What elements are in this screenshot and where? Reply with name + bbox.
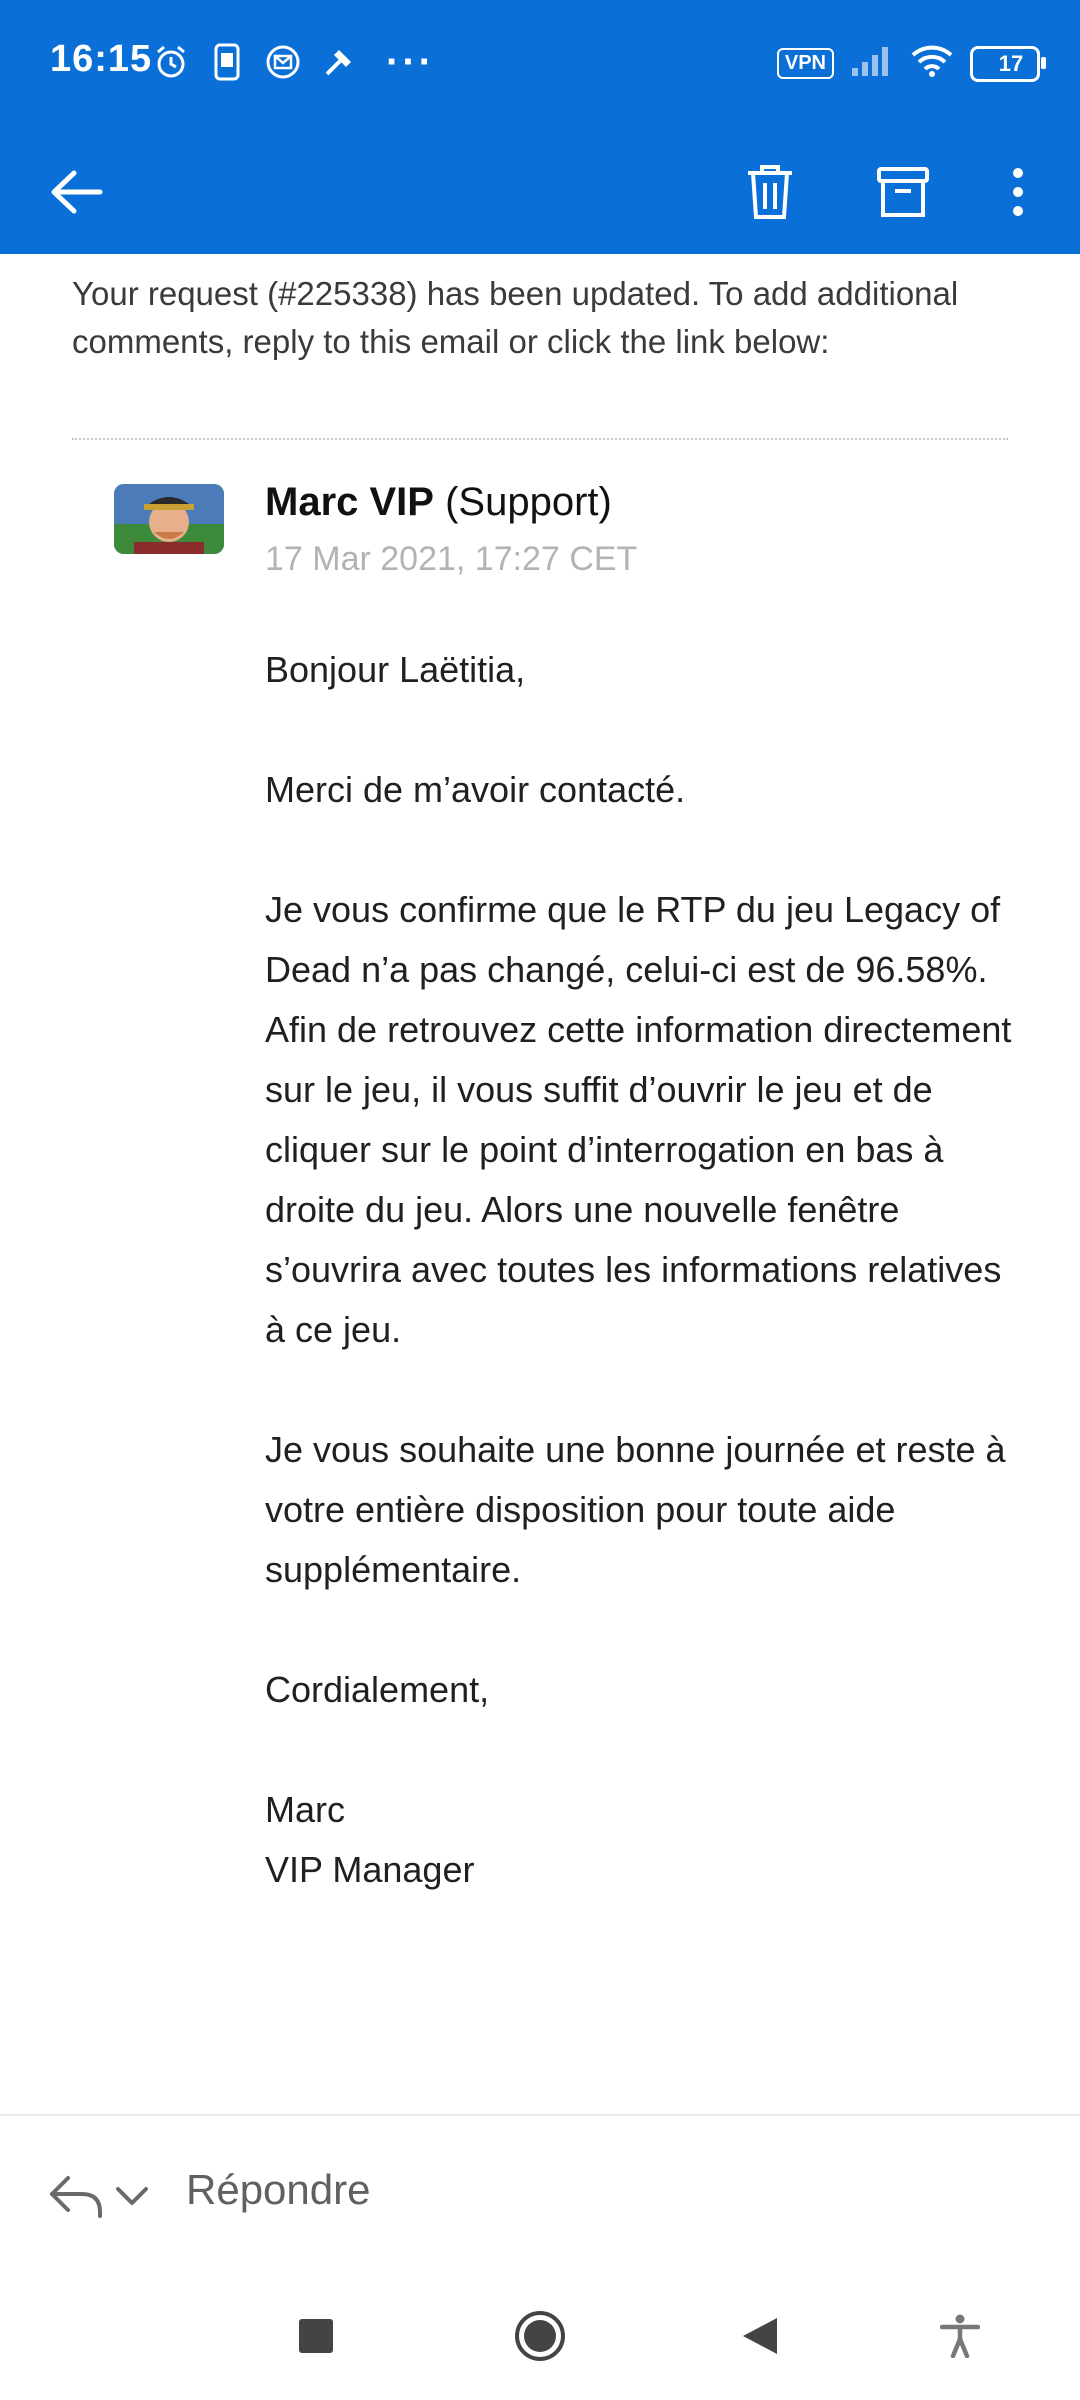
alarm-icon [152,43,190,81]
recents-square-icon [298,2318,334,2354]
status-notification-icons [152,42,435,82]
trash-icon [744,163,796,221]
email-body [265,640,1025,1900]
sender-role: (Support) [445,480,612,524]
status-bar [0,0,1080,130]
signature-name: Marc [265,1789,345,1830]
email-paragraph-rtp: Je vous confirme que le RTP du jeu Legacy of Dead n’a pas changé, celui-ci est de 96.58%. [265,889,1001,990]
delete-button[interactable] [734,156,806,228]
system-nav-bar [0,2272,1080,2400]
email-greeting: Bonjour Laëtitia, [265,649,526,690]
reply-bar [0,2114,1080,2274]
accessibility-icon [940,2314,980,2358]
arrow-left-icon [48,169,104,215]
home-button[interactable] [510,2306,570,2366]
back-triangle-icon [741,2316,779,2356]
vpn-badge: VPN [777,48,834,79]
more-options-button[interactable] [982,156,1054,228]
avatar [114,484,224,554]
archive-button[interactable] [867,156,939,228]
status-time: 16:15 [50,38,153,80]
sender-line [265,480,612,525]
tools-icon [320,43,358,81]
email-paragraph-closing: Je vous souhaite une bonne journée et reste à votre entière disposition pour toute aide supplémentaire. [265,1429,1006,1590]
wifi-icon [910,44,954,83]
email-closing: Cordialement, [265,1669,490,1710]
back-nav-button[interactable] [730,2306,790,2366]
reply-icon[interactable] [48,2170,104,2220]
email-date: 17 Mar 2021, 17:27 CET [265,540,638,578]
home-circle-icon [513,2309,567,2363]
top-header [0,0,1080,254]
recents-button[interactable] [286,2306,346,2366]
signal-icon [850,44,894,83]
sender-name: Marc VIP [265,480,434,524]
battery-icon [970,46,1040,82]
email-divider [72,438,1008,440]
more-vert-icon [1011,167,1025,217]
more-notifications-icon: ··· [386,40,435,84]
status-system-icons [777,44,1040,83]
archive-icon [876,165,930,219]
email-thanks: Merci de m’avoir contacté. [265,769,686,810]
back-button[interactable] [40,156,112,228]
reply-button[interactable]: Répondre [186,2166,371,2213]
signature-title: VIP Manager [265,1849,475,1890]
mail-icon [264,43,302,81]
phone-icon [208,43,246,81]
battery-level: 17 [998,50,1024,76]
app-toolbar [0,130,1080,254]
email-paragraph-info: Afin de retrouvez cette information directement sur le jeu, il vous suffit d’ouvrir le jeu et de cliquer sur le point d’interrogation en bas à droite du jeu. Alors une nouvelle fenêtre s’ouvrira avec toutes les informations relatives à ce jeu. [265,1009,1012,1350]
accessibility-button[interactable] [930,2306,990,2366]
reply-options-chevron-icon[interactable] [112,2176,152,2216]
email-intro-text: Your request (#225338) has been updated. To add additional comments, reply to this email or click the link below: [72,275,959,360]
